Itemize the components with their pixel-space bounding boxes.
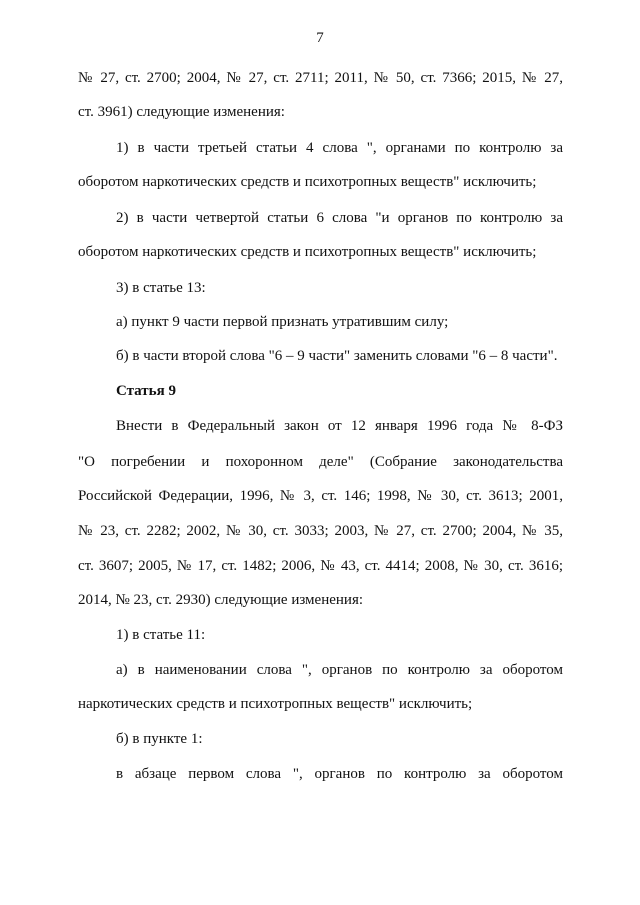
text-line: 3) в статье 13:	[116, 280, 206, 296]
text-line: 1) в статье 11:	[116, 627, 206, 643]
text-line: оборотом наркотических средств и психотропных веществ" исключить;	[78, 244, 537, 260]
text-line: б) в части второй слова "6 – 9 части" заменить словами "6 – 8 части".	[116, 348, 558, 364]
text-line: 1) в части третьей статьи 4 слова ", органами по контролю за	[116, 140, 563, 156]
text-line: ст. 3607; 2005, № 17, ст. 1482; 2006, № 43, ст. 4414; 2008, № 30, ст. 3616;	[78, 558, 563, 574]
text-line: Российской Федерации, 1996, № 3, ст. 146; 1998, № 30, ст. 3613; 2001,	[78, 488, 563, 504]
text-line: а) в наименовании слова ", органов по контролю за оборотом	[116, 662, 563, 678]
text-line: б) в пункте 1:	[116, 731, 203, 747]
text-line: ст. 3961) следующие изменения:	[78, 104, 285, 120]
text-line: Внести в Федеральный закон от 12 января 1996 года № 8-ФЗ	[116, 418, 563, 434]
text-line: 2) в части четвертой статьи 6 слова "и органов по контролю за	[116, 210, 563, 226]
text-line: 2014, № 23, ст. 2930) следующие изменения:	[78, 592, 364, 608]
text-line: № 27, ст. 2700; 2004, № 27, ст. 2711; 2011, № 50, ст. 7366; 2015, № 27,	[78, 70, 563, 86]
text-line: "О погребении и похоронном деле" (Собрание законодательства	[78, 454, 563, 470]
text-line: наркотических средств и психотропных веществ" исключить;	[78, 696, 473, 712]
text-line: а) пункт 9 части первой признать утратившим силу;	[116, 314, 449, 330]
text-line: № 23, ст. 2282; 2002, № 30, ст. 3033; 2003, № 27, ст. 2700; 2004, № 35,	[78, 523, 563, 539]
article-heading: Статья 9	[116, 383, 176, 399]
text-line: оборотом наркотических средств и психотропных веществ" исключить;	[78, 174, 537, 190]
page-number: 7	[316, 30, 324, 46]
text-line: в абзаце первом слова ", органов по контролю за оборотом	[116, 766, 563, 782]
